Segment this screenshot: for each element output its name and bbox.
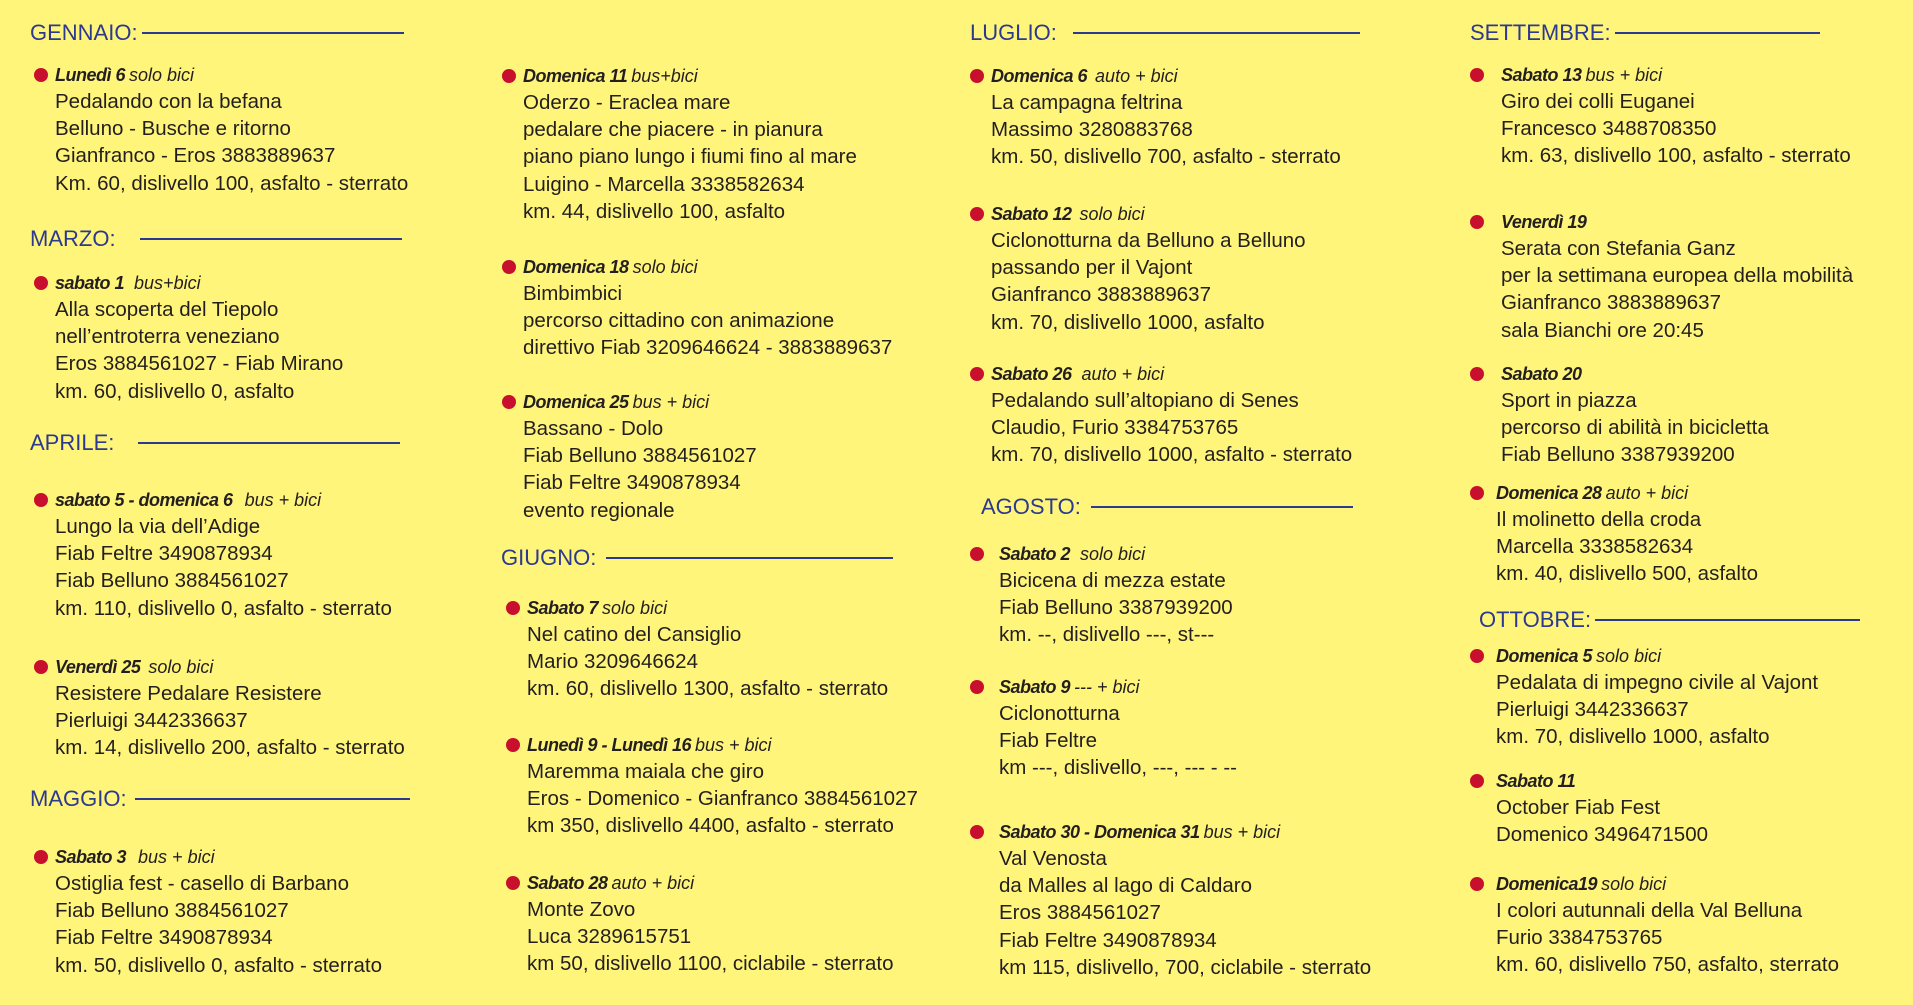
event-item xyxy=(970,541,1410,649)
event-line: Pierluigi 3442336637 xyxy=(55,709,248,733)
event-item xyxy=(970,361,1410,469)
event-line: Eros 3884561027 xyxy=(999,901,1161,925)
event-item xyxy=(502,63,942,225)
month-label: AGOSTO: xyxy=(981,494,1081,519)
bullet-dot-icon xyxy=(1470,877,1484,891)
event-item xyxy=(1470,768,1910,848)
event-line: pedalare che piacere - in pianura xyxy=(523,118,823,142)
event-line: Luigino - Marcella 3338582634 xyxy=(523,172,805,196)
bullet-dot-icon xyxy=(502,260,516,274)
event-item xyxy=(502,254,942,362)
event-line: km 350, dislivello 4400, asfalto - sterrato xyxy=(527,814,894,838)
event-line: Alla scoperta del Tiepolo xyxy=(55,298,279,321)
bullet-dot-icon xyxy=(34,276,48,290)
event-line: Fiab Feltre 3490878934 xyxy=(999,928,1217,952)
bullet-dot-icon xyxy=(1470,649,1484,663)
event-line: km. 14, dislivello 200, asfalto - sterrato xyxy=(55,736,405,760)
event-item xyxy=(34,270,474,405)
event-line: km ---, dislivello, ---, --- - -- xyxy=(999,756,1237,780)
bullet-dot-icon xyxy=(502,69,516,83)
event-line: I colori autunnali della Val Belluna xyxy=(1496,899,1803,922)
bullet-dot-icon xyxy=(970,547,984,561)
event-item xyxy=(1470,361,1910,469)
event-line: Gianfranco 3883889637 xyxy=(1501,291,1721,315)
event-item xyxy=(1470,480,1910,588)
bullet-dot-icon xyxy=(1470,774,1484,788)
event-mode: bus+bici xyxy=(631,66,698,86)
event-mode: bus + bici xyxy=(632,392,710,412)
bullet-dot-icon xyxy=(34,850,48,864)
event-item xyxy=(970,819,1410,981)
event-item xyxy=(34,487,474,622)
event-line: Bicicena di mezza estate xyxy=(999,569,1226,592)
month-label: SETTEMBRE: xyxy=(1470,20,1611,45)
bullet-dot-icon xyxy=(34,68,48,82)
event-line: Maremma maiala che giro xyxy=(527,760,764,783)
event-date: Sabato 11 xyxy=(1496,771,1576,791)
bullet-dot-icon xyxy=(970,680,984,694)
event-item xyxy=(1470,643,1910,751)
event-line: Furio 3384753765 xyxy=(1496,926,1663,950)
event-line: km. 50, dislivello 0, asfalto - sterrato xyxy=(55,953,382,977)
event-item xyxy=(506,595,946,703)
event-date: Domenica 18 xyxy=(523,257,629,277)
event-line: km. 70, dislivello 1000, asfalto xyxy=(991,310,1265,334)
event-line: Fiab Belluno 3884561027 xyxy=(523,444,757,468)
event-line: Eros - Domenico - Gianfranco 3884561027 xyxy=(527,787,918,811)
bullet-dot-icon xyxy=(970,367,984,381)
event-line: Pedalata di impegno civile al Vajont xyxy=(1496,671,1819,694)
bullet-dot-icon xyxy=(970,825,984,839)
event-line: km. 60, dislivello 0, asfalto xyxy=(55,379,295,403)
event-mode: auto + bici xyxy=(1605,483,1689,503)
event-line: Gianfranco 3883889637 xyxy=(991,283,1211,307)
month-label: GIUGNO: xyxy=(501,545,597,570)
event-date: Venerdì 19 xyxy=(1501,212,1587,232)
month-header-aprile xyxy=(30,430,400,456)
event-mode: solo bici xyxy=(148,657,214,677)
month-label: MAGGIO: xyxy=(30,786,127,811)
event-item xyxy=(506,732,946,840)
event-line: passando per il Vajont xyxy=(991,256,1193,280)
bullet-dot-icon xyxy=(34,493,48,507)
event-mode: solo bici xyxy=(1079,204,1145,224)
event-item xyxy=(970,201,1410,336)
event-line: direttivo Fiab 3209646624 - 3883889637 xyxy=(523,336,893,360)
event-item xyxy=(502,389,942,524)
event-line: Sport in piazza xyxy=(1501,389,1637,412)
event-line: Il molinetto della croda xyxy=(1496,508,1702,531)
event-date: Domenica 11 xyxy=(523,66,628,86)
event-date: Domenica 25 xyxy=(523,392,629,412)
event-date: Sabato 13 xyxy=(1501,65,1582,85)
event-line: evento regionale xyxy=(523,498,675,522)
event-line: Belluno - Busche e ritorno xyxy=(55,117,291,141)
event-line: Monte Zovo xyxy=(527,898,636,921)
month-header-settembre xyxy=(1470,20,1820,46)
month-header-gennaio xyxy=(30,20,404,46)
event-line: km. --, dislivello ---, st--- xyxy=(999,623,1215,647)
event-line: km. 70, dislivello 1000, asfalto xyxy=(1496,725,1770,749)
event-mode: solo bici xyxy=(1080,544,1146,564)
event-line: km. 60, dislivello 1300, asfalto - sterrato xyxy=(527,677,889,701)
month-label: GENNAIO: xyxy=(30,20,138,45)
event-item xyxy=(34,62,474,197)
event-mode: bus + bici xyxy=(695,735,772,755)
event-item xyxy=(1470,209,1910,344)
event-date: Sabato 30 - Domenica 31 xyxy=(999,822,1200,842)
bullet-dot-icon xyxy=(1470,486,1484,500)
event-line: Pedalando sull’altopiano di Senes xyxy=(991,389,1299,412)
month-header-marzo xyxy=(30,226,402,252)
event-line: Fiab Belluno 3884561027 xyxy=(55,899,289,923)
event-mode: solo bici xyxy=(1601,874,1667,894)
event-line: Fiab Feltre xyxy=(999,729,1097,753)
event-line: Bassano - Dolo xyxy=(523,417,664,440)
event-line: Fiab Feltre 3490878934 xyxy=(55,926,273,950)
month-rule xyxy=(1073,32,1360,34)
event-line: Ciclonotturna da Belluno a Belluno xyxy=(991,229,1306,252)
event-line: km 50, dislivello 1100, ciclabile - sterrato xyxy=(527,952,894,976)
bullet-dot-icon xyxy=(1470,367,1484,381)
event-mode: auto + bici xyxy=(1095,66,1178,86)
event-mode: auto + bici xyxy=(1081,364,1165,384)
event-item xyxy=(1470,871,1910,979)
event-date: Lunedì 9 - Lunedì 16 xyxy=(527,735,692,755)
event-mode: solo bici xyxy=(632,257,698,277)
event-line: nell’entroterra veneziano xyxy=(55,325,280,349)
event-date: Sabato 20 xyxy=(1501,364,1582,384)
month-header-maggio xyxy=(30,786,410,812)
event-line: Massimo 3280883768 xyxy=(991,118,1193,142)
month-label: APRILE: xyxy=(30,430,115,455)
event-line: km. 70, dislivello 1000, asfalto - sterrato xyxy=(991,443,1353,467)
event-date: sabato 1 xyxy=(55,273,125,293)
month-rule xyxy=(1615,32,1820,34)
event-line: Bimbimbici xyxy=(523,282,623,305)
bullet-dot-icon xyxy=(506,876,520,890)
event-line: Ciclonotturna xyxy=(999,702,1120,725)
month-rule xyxy=(135,798,410,800)
event-line: Km. 60, dislivello 100, asfalto - sterrato xyxy=(55,171,409,195)
event-date: Domenica 28 xyxy=(1496,483,1602,503)
event-line: km. 110, dislivello 0, asfalto - sterrato xyxy=(55,596,392,620)
event-date: Sabato 26 xyxy=(991,364,1072,384)
event-line: Ostiglia fest - casello di Barbano xyxy=(55,872,349,895)
event-line: October Fiab Fest xyxy=(1496,796,1661,819)
event-line: Domenico 3496471500 xyxy=(1496,823,1708,847)
month-rule xyxy=(138,442,400,444)
bullet-dot-icon xyxy=(1470,215,1484,229)
event-line: Gianfranco - Eros 3883889637 xyxy=(55,144,336,168)
event-mode: solo bici xyxy=(129,65,195,85)
event-line: Giro dei colli Euganei xyxy=(1501,90,1695,113)
event-mode: bus + bici xyxy=(244,490,322,510)
bullet-dot-icon xyxy=(970,207,984,221)
event-line: La campagna feltrina xyxy=(991,91,1183,114)
event-line: Nel catino del Cansiglio xyxy=(527,623,742,646)
event-item xyxy=(970,674,1410,782)
event-line: Resistere Pedalare Resistere xyxy=(55,682,322,705)
event-line: Marcella 3338582634 xyxy=(1496,535,1694,559)
event-mode: bus + bici xyxy=(1203,822,1281,842)
bullet-dot-icon xyxy=(506,601,520,615)
event-date: Sabato 2 xyxy=(999,544,1071,564)
event-line: km. 50, dislivello 700, asfalto - sterrato xyxy=(991,145,1341,169)
bullet-dot-icon xyxy=(502,395,516,409)
event-mode: solo bici xyxy=(602,598,668,618)
month-rule xyxy=(140,238,402,240)
bullet-dot-icon xyxy=(970,69,984,83)
month-label: LUGLIO: xyxy=(970,20,1057,45)
month-header-agosto xyxy=(981,494,1353,520)
event-date: Lunedì 6 xyxy=(55,65,126,85)
month-rule xyxy=(142,32,404,34)
event-line: Fiab Feltre 3490878934 xyxy=(523,471,741,495)
month-rule xyxy=(1091,506,1353,508)
event-line: Fiab Belluno 3387939200 xyxy=(1501,443,1735,467)
month-header-ottobre xyxy=(1479,607,1860,633)
event-date: Venerdì 25 xyxy=(55,657,141,677)
event-date: Domenica19 xyxy=(1496,874,1598,894)
month-label: MARZO: xyxy=(30,226,116,251)
event-line: Lungo la via dell’Adige xyxy=(55,515,261,538)
event-line: km. 60, dislivello 750, asfalto, sterrato xyxy=(1496,953,1839,977)
month-header-luglio xyxy=(970,20,1360,46)
event-item xyxy=(970,63,1410,171)
event-date: Domenica 6 xyxy=(991,66,1088,86)
event-mode: bus + bici xyxy=(138,847,215,867)
event-line: Pierluigi 3442336637 xyxy=(1496,698,1689,722)
month-rule xyxy=(1595,619,1860,621)
event-line: Serata con Stefania Ganz xyxy=(1501,237,1736,260)
event-mode: --- + bici xyxy=(1074,677,1140,697)
event-date: Sabato 9 xyxy=(999,677,1071,697)
event-line: Eros 3884561027 - Fiab Mirano xyxy=(55,352,344,376)
event-mode: solo bici xyxy=(1596,646,1662,666)
event-mode: auto + bici xyxy=(611,873,695,893)
event-line: Fiab Belluno 3884561027 xyxy=(55,569,289,593)
bullet-dot-icon xyxy=(506,738,520,752)
event-line: Pedalando con la befana xyxy=(55,90,282,113)
event-line: Francesco 3488708350 xyxy=(1501,117,1717,141)
event-item xyxy=(34,844,474,979)
event-item xyxy=(1470,62,1910,170)
event-line: piano piano lungo i fiumi fino al mare xyxy=(523,145,857,169)
event-line: km. 44, dislivello 100, asfalto xyxy=(523,199,786,223)
bullet-dot-icon xyxy=(1470,68,1484,82)
event-line: da Malles al lago di Caldaro xyxy=(999,874,1252,898)
event-line: Luca 3289615751 xyxy=(527,925,692,949)
event-mode: bus+bici xyxy=(134,273,201,293)
event-date: Sabato 3 xyxy=(55,847,127,867)
event-line: km. 40, dislivello 500, asfalto xyxy=(1496,562,1759,586)
event-line: Claudio, Furio 3384753765 xyxy=(991,416,1239,440)
event-date: Sabato 12 xyxy=(991,204,1072,224)
event-line: km. 63, dislivello 100, asfalto - sterrato xyxy=(1501,144,1851,168)
event-date: sabato 5 - domenica 6 xyxy=(55,490,233,510)
event-line: Fiab Belluno 3387939200 xyxy=(999,596,1233,620)
bullet-dot-icon xyxy=(34,660,48,674)
event-item xyxy=(506,870,946,978)
event-line: sala Bianchi ore 20:45 xyxy=(1501,318,1704,342)
month-rule xyxy=(606,557,893,559)
event-date: Domenica 5 xyxy=(1496,646,1593,666)
event-date: Sabato 7 xyxy=(527,598,599,618)
event-line: percorso cittadino con animazione xyxy=(523,309,835,333)
event-line: Mario 3209646624 xyxy=(527,650,698,674)
event-line: per la settimana europea della mobilità xyxy=(1501,264,1854,288)
event-date: Sabato 28 xyxy=(527,873,608,893)
event-line: Val Venosta xyxy=(999,847,1107,870)
event-line: percorso di abilità in bicicletta xyxy=(1501,416,1769,440)
event-item xyxy=(34,654,474,762)
month-label: OTTOBRE: xyxy=(1479,607,1592,632)
event-line: Oderzo - Eraclea mare xyxy=(523,91,731,114)
event-line: km 115, dislivello, 700, ciclabile - sterrato xyxy=(999,955,1372,979)
event-mode: bus + bici xyxy=(1585,65,1663,85)
month-header-giugno xyxy=(501,545,893,571)
event-line: Fiab Feltre 3490878934 xyxy=(55,542,273,566)
